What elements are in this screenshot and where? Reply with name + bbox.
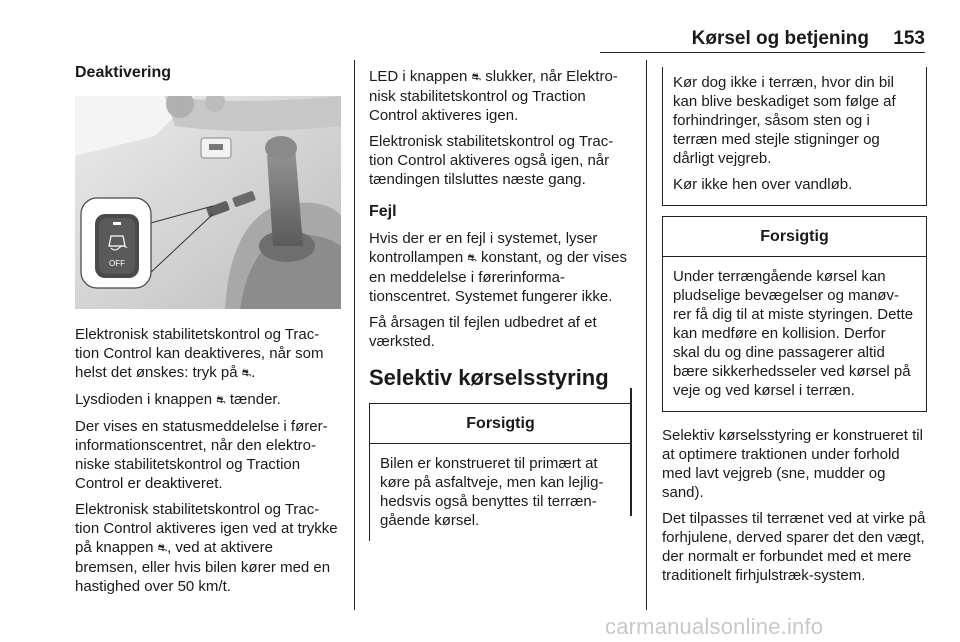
notice-text: Kør ikke hen over vandløb. [673,176,853,193]
paragraph: Lysdioden i knappen ⛐ tænder. [75,391,281,408]
caution-body [663,257,926,411]
esc-off-icon: ⛐ [216,394,226,406]
dashboard-illustration [75,96,341,309]
paragraph: Elektronisk stabilitetskontrol og Trac-tion Control aktiveres også igen, når tændingen tilsluttes næste gang. [369,133,614,188]
paragraph: Selektiv kørselsstyring er konstrueret til at optimere traktionen under forhold med lavt vejgreb (sne, mudder og sand). [662,427,923,501]
column-divider [354,60,355,610]
column-divider [646,60,647,610]
page-number: 153 [893,28,925,49]
watermark: carmanualsonline.info [605,614,824,639]
notice-box-continued [662,67,927,206]
caution-text: Bilen er konstrueret til primært at køre på asfaltveje, men kan lejlig-hedsvis også benyttes til terræn-gående kørsel. [380,455,604,529]
page-header [600,26,925,53]
column-2 [369,67,631,541]
paragraph: Få årsagen til fejlen udbedret af et værksted. [369,314,597,350]
paragraph: LED i knappen ⛐ slukker, når Elektro-nisk stabilitetskontrol og Traction Control aktiveres igen. [369,68,618,124]
caution-title: Forsigtig [663,217,926,257]
section-heading-deaktivering: Deaktivering [75,64,172,81]
paragraph: Der vises en statusmeddelelse i fører-informationscentret, når den elektro-niske stabilitetskontrol og Traction Control er deaktiveret. [75,418,328,492]
paragraph: Det tilpasses til terrænet ved at virke på forhjulene, derved sparer det den vægt, der normalt er forbundet med et mere traditionelt firhjulstræk-system. [662,510,926,584]
caution-body [370,444,631,541]
caution-box [369,403,631,541]
control-lamp-icon: ⛐ [467,252,477,264]
paragraph: Hvis der er en fejl i systemet, lyser kontrollampen ⛐ konstant, og der vises en meddelelse i førerinforma-tionscentret. Systemet fungerer ikke. [369,230,627,305]
esc-off-icon: ⛐ [471,71,482,83]
caution-box [662,216,927,412]
esc-off-icon: ⛐ [241,367,252,379]
notice-body [663,67,926,205]
paragraph: Elektronisk stabilitetskontrol og Trac-tion Control kan deaktiveres, når som helst det ønskes: tryk på ⛐. [75,326,324,381]
paragraph: Elektronisk stabilitetskontrol og Trac-tion Control aktiveres igen ved at trykke på knappen ⛐, ved at aktivere [75,501,338,556]
esc-button-illustration [75,96,341,309]
header-title: Kørsel og betjening [691,28,869,49]
column-1 [75,64,343,603]
paragraph: bremsen, eller hvis bilen kører med en hastighed over 50 km/t. [75,559,331,595]
column-3 [662,67,927,592]
caution-box-border [630,388,632,516]
section-heading-fejl: Fejl [369,203,397,220]
section-heading-selektiv: Selektiv kørselsstyring [369,365,609,390]
caution-text: Under terrængående kørsel kan pludselige bevægelser og manøv-rer få dig til at miste styringen. Dette kan medføre en kollision. Derfor skal du og dine passagerer altid bære sikkerhedsseler ved kørsel på veje og ved kørsel i terræn. [673,268,914,399]
notice-text: Kør dog ikke i terræn, hvor din bil kan blive beskadiget som følge af forhindringer, såsom sten og i terræn med stejle stigninger og dårligt vejgreb. [673,74,896,167]
esc-off-icon: ⛐ [157,542,168,554]
off-label: OFF [109,259,125,268]
caution-title: Forsigtig [370,404,631,444]
